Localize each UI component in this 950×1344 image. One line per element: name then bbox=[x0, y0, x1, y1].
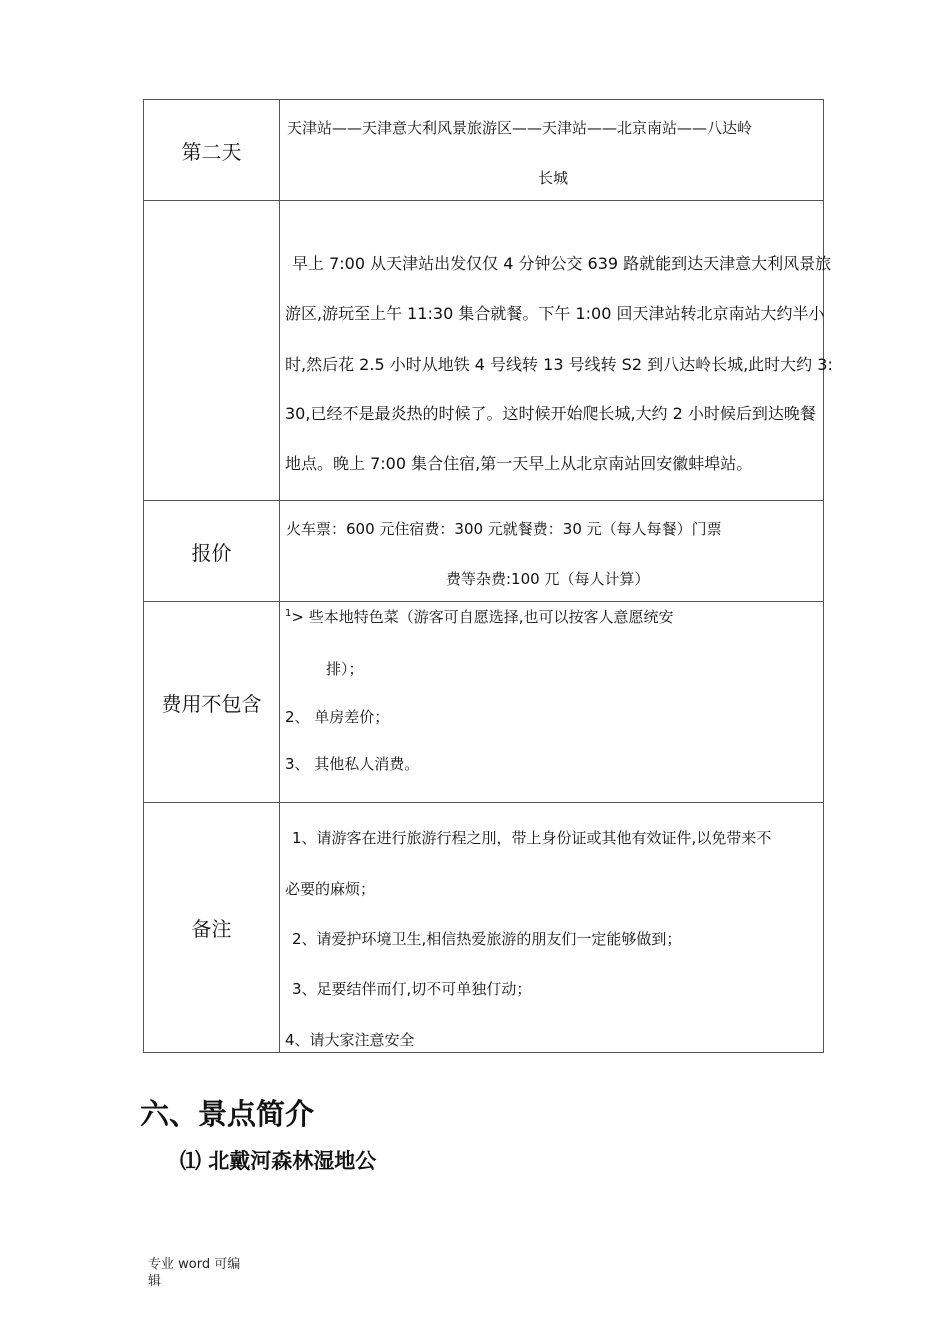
itinerary-line-4: 30,已经不是最炎热的时候了。这时候开始爬长城,大约 2 小时候后到达晚餐 bbox=[285, 404, 816, 423]
excluded-item-1-cont: 排）； bbox=[326, 660, 364, 678]
route-line-2: 长城 bbox=[538, 169, 569, 187]
subsection-heading: ⑴ 北戴河森林湿地公 bbox=[180, 1149, 377, 1173]
price-cell bbox=[280, 501, 824, 602]
itinerary-line-5: 地点。晚上 7:00 集合住宿,第一天早上从北京南站回安徽蚌埠站。 bbox=[285, 454, 753, 473]
notes-cell bbox=[280, 803, 824, 1053]
section-heading: 六、景点简介 bbox=[140, 1097, 315, 1131]
price-line-1: 火车票：600 元住宿费：300 元就餐费：30 元（每人每餐）门票 bbox=[286, 520, 722, 538]
excluded-item-2: 2、 单房差价； bbox=[285, 708, 390, 726]
excluded-item-1-marker: 1 bbox=[285, 608, 292, 619]
footer-line-1: 专业 word 可编 bbox=[148, 1257, 241, 1272]
day2-route-cell bbox=[280, 100, 824, 201]
price-line-2: 费等杂费:100 兀（每人计算） bbox=[446, 570, 650, 588]
footer-line-2: 辑 bbox=[148, 1274, 162, 1289]
excluded-item-3: 3、 其他私人消费。 bbox=[285, 755, 420, 773]
excluded-label: 费用不包含 bbox=[144, 602, 280, 803]
excluded-cell bbox=[280, 602, 824, 803]
itinerary-line-2: 游区,游玩至上午 11:30 集合就餐。下午 1:00 回天津站转北京南站大约半小 bbox=[285, 304, 825, 323]
itinerary-line-3: 时,然后花 2.5 小时从地铁 4 号线转 13 号线转 S2 到八达岭长城,此时大约 3: bbox=[285, 355, 833, 374]
notes-line-4: 3、足要结伴而仃,切不可单独仃动； bbox=[292, 980, 532, 998]
excluded-item-1 bbox=[285, 606, 673, 627]
excluded-item-1-text: > 些本地特色菜（游客可自愿选择,也可以按客人意愿统安 bbox=[291, 608, 674, 626]
day2-label: 第二天 bbox=[144, 100, 280, 201]
itinerary-cell bbox=[280, 201, 833, 501]
notes-line-3: 2、请爱护环境卫生,相信热爱旅游的朋友们一定能够做到； bbox=[292, 930, 682, 948]
price-label: 报价 bbox=[144, 501, 280, 602]
notes-line-2: 必要的麻烦； bbox=[285, 880, 376, 898]
notes-label: 备注 bbox=[144, 803, 280, 1053]
footer-watermark bbox=[148, 1256, 248, 1290]
itinerary-line-1: 早上 7:00 从天津站出发仅仅 4 分钟公交 639 路就能到达天津意大利风景旅 bbox=[292, 254, 832, 273]
notes-line-1: 1、请游客在进行旅游行程之刖，带上身份证或其他有效证件,以免带来不 bbox=[292, 829, 772, 847]
itinerary-label-empty bbox=[144, 201, 280, 501]
notes-line-5: 4、请大家注意安全 bbox=[285, 1031, 415, 1049]
route-line-1: 天津站——天津意大利风景旅游区——天津站——北京南站——八达岭 bbox=[287, 119, 753, 137]
itinerary-table bbox=[143, 99, 833, 1053]
